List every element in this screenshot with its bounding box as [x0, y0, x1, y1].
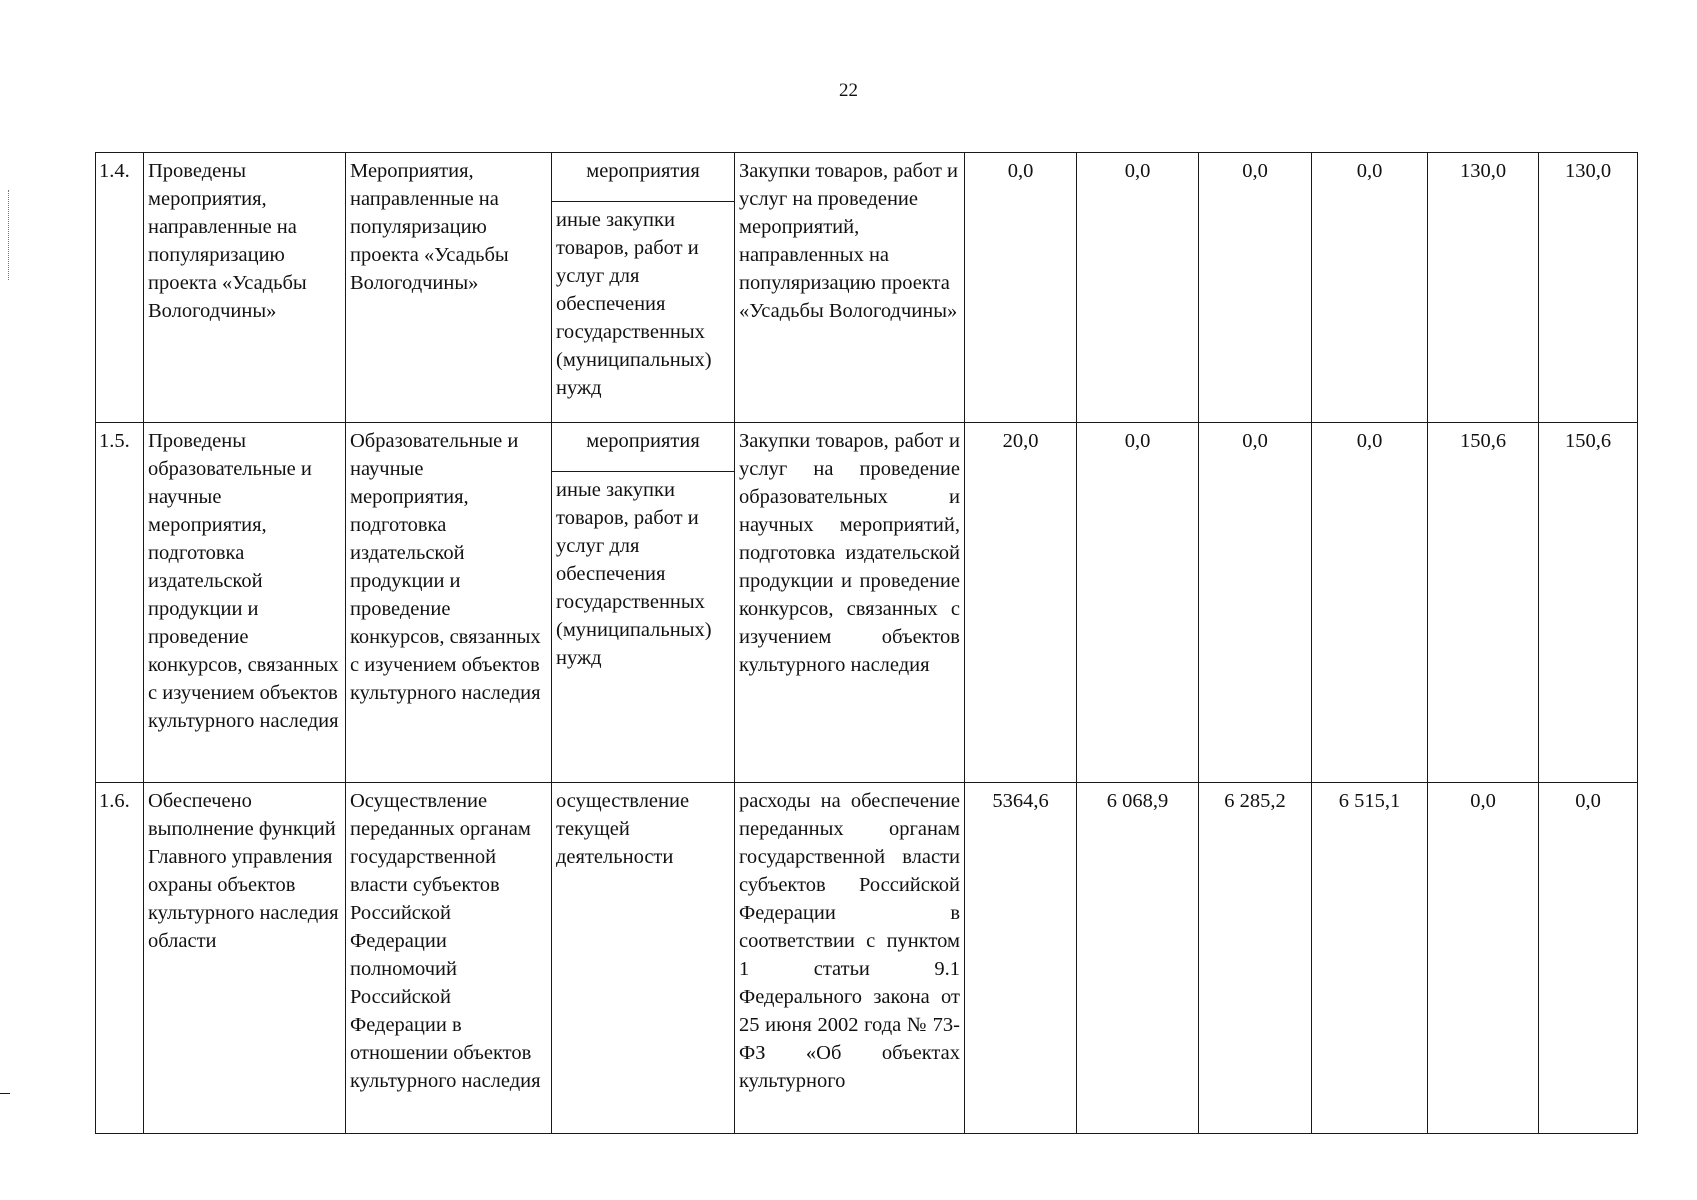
table-row — [96, 423, 1638, 472]
table-row — [96, 783, 1638, 1134]
table-row — [96, 153, 1638, 202]
result-cell: Проведены мероприятия, направленные на популяризацию проекта «Усадьбы Вологодчины» — [144, 153, 346, 423]
value-cell: 0,0 — [1077, 423, 1199, 783]
value-cell: 0,0 — [1199, 423, 1312, 783]
margin-binding-dots — [8, 190, 10, 280]
value-cell: 130,0 — [1539, 153, 1638, 423]
value-cell: 6 285,2 — [1199, 783, 1312, 1134]
value-cell: 0,0 — [1312, 423, 1428, 783]
expense-kind-body: иные закупки товаров, работ и услуг для обеспечения государственных (муниципальных) нужд — [552, 472, 735, 783]
margin-mark — [0, 1093, 10, 1094]
expense-description-cell: Закупки товаров, работ и услуг на проведение мероприятий, направленных на популяризацию проекта «Усадьбы Вологодчины» — [735, 153, 965, 423]
value-cell: 6 515,1 — [1312, 783, 1428, 1134]
row-number: 1.5. — [96, 423, 144, 783]
expense-kind-header: мероприятия — [552, 153, 735, 202]
result-cell: Обеспечено выполнение функций Главного управления охраны объектов культурного наследия области — [144, 783, 346, 1134]
row-number: 1.4. — [96, 153, 144, 423]
row-number: 1.6. — [96, 783, 144, 1134]
activity-cell: Осуществление переданных органам государственной власти субъектов Российской Федерации полномочий Российской Федерации в отношении объектов культурного наследия — [346, 783, 552, 1134]
program-table — [95, 152, 1638, 1134]
activity-cell: Мероприятия, направленные на популяризацию проекта «Усадьбы Вологодчины» — [346, 153, 552, 423]
value-cell: 150,6 — [1539, 423, 1638, 783]
value-cell: 0,0 — [965, 153, 1077, 423]
value-cell: 20,0 — [965, 423, 1077, 783]
value-cell: 6 068,9 — [1077, 783, 1199, 1134]
page-number: 22 — [839, 80, 858, 101]
expense-kind-header: мероприятия — [552, 423, 735, 472]
activity-cell: Образовательные и научные мероприятия, подготовка издательской продукции и проведение конкурсов, связанных с изучением объектов культурного наследия — [346, 423, 552, 783]
value-cell: 0,0 — [1312, 153, 1428, 423]
value-cell: 0,0 — [1199, 153, 1312, 423]
value-cell: 0,0 — [1077, 153, 1199, 423]
value-cell: 150,6 — [1428, 423, 1539, 783]
expense-kind-cell: осуществление текущей деятельности — [552, 783, 735, 1134]
value-cell: 0,0 — [1539, 783, 1638, 1134]
result-cell: Проведены образовательные и научные мероприятия, подготовка издательской продукции и проведение конкурсов, связанных с изучением объектов культурного наследия — [144, 423, 346, 783]
value-cell: 0,0 — [1428, 783, 1539, 1134]
value-cell: 130,0 — [1428, 153, 1539, 423]
expense-description-cell: расходы на обеспечение переданных органам государственной власти субъектов Российской Федерации в соответствии с пунктом 1 статьи 9.1 Федерального закона от 25 июня 2002 года № 73-ФЗ «Об объектах культурного — [735, 783, 965, 1134]
expense-kind-body: иные закупки товаров, работ и услуг для обеспечения государственных (муниципальных) нужд — [552, 202, 735, 423]
expense-description-cell: Закупки товаров, работ и услуг на проведение образовательных и научных мероприятий, подготовка издательской продукции и проведение конкурсов, связанных с изучением объектов культурного наследия — [735, 423, 965, 783]
value-cell: 5364,6 — [965, 783, 1077, 1134]
